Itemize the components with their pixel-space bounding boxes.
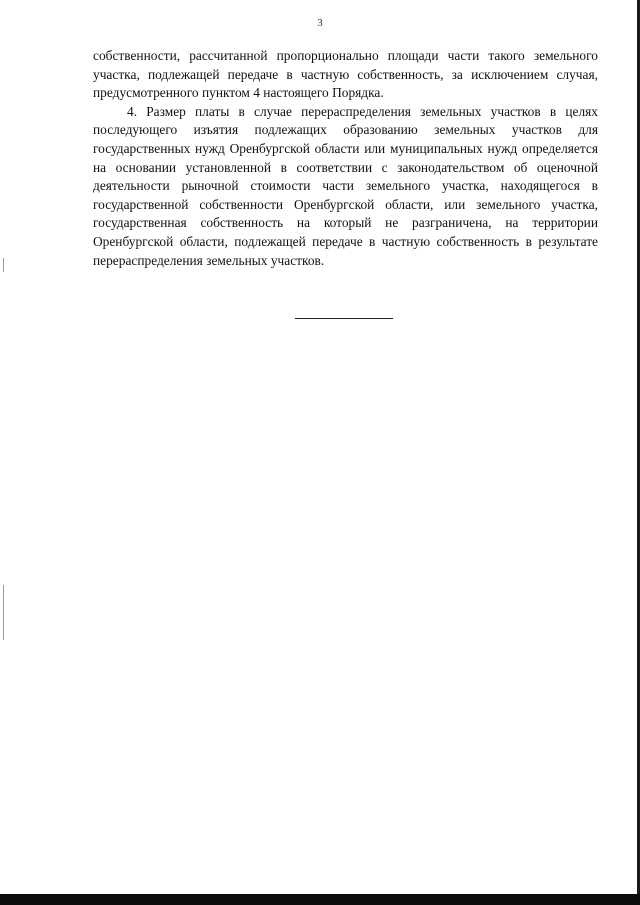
scan-artifact-mark [3, 585, 4, 640]
document-body [93, 47, 598, 270]
page-number: 3 [317, 17, 323, 29]
paragraph-continuation: собственности, рассчитанной пропорционально площади части такого земельного участка, подлежащей передаче в частную собственность, за исключением случая, предусмотренного пунктом 4 настоящего Порядка. [93, 48, 598, 101]
paragraph-item-4: 4. Размер платы в случае перераспределения земельных участков в целях последующего изъятия подлежащих образованию земельных участков для государственных нужд Оренбургской области или муниципальных нужд определяется на основании установленной в соответствии с законодательством об оценочной деятельности рыночной стоимости части земельного участка, находящегося в государственной собственности Оренбургской области, или земельного участка, государственная собственность на который не разграничена, на территории Оренбургской области, подлежащей передаче в частную собственность в результате перераспределения земельных участков. [93, 103, 598, 268]
end-separator-line [295, 318, 393, 319]
scan-edge-bottom [0, 894, 640, 905]
scan-artifact-mark [3, 258, 4, 272]
